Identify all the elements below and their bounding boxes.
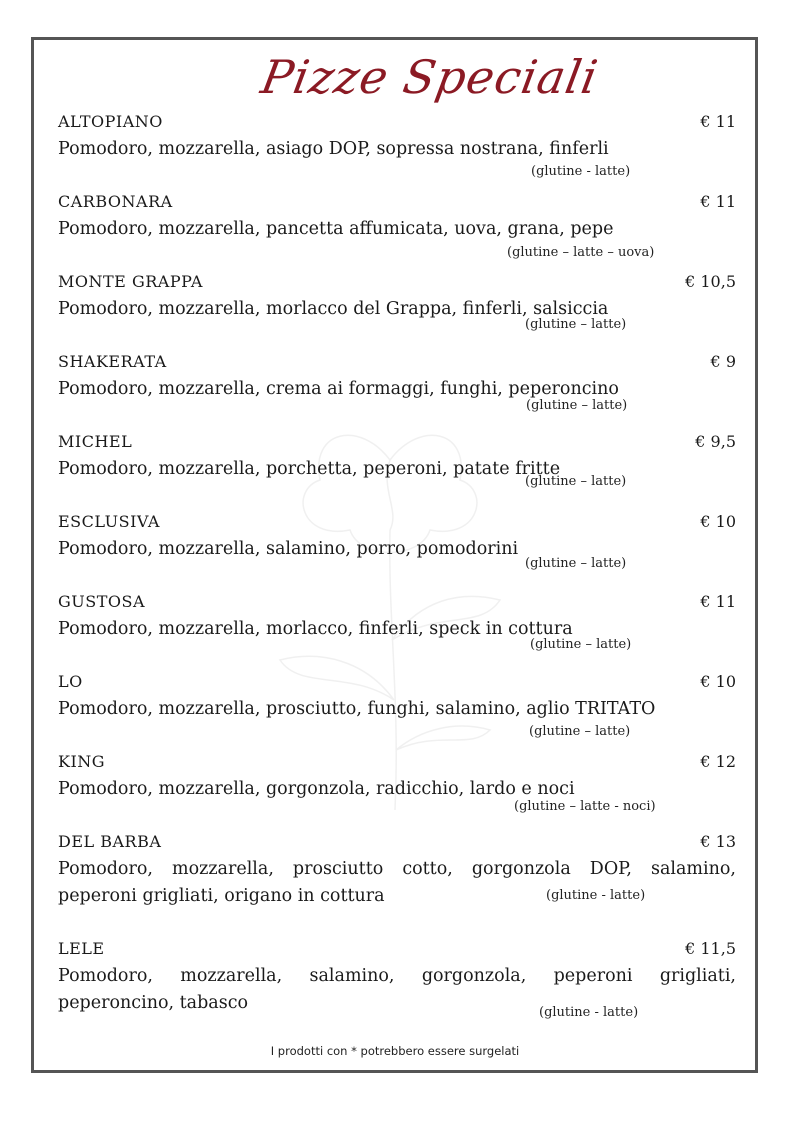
item-name: GUSTOSA bbox=[58, 592, 146, 611]
item-allergens: (glutine – latte – uova) bbox=[507, 245, 655, 260]
item-allergens: (glutine - latte) bbox=[546, 888, 646, 903]
item-name: MICHEL bbox=[58, 432, 133, 451]
item-allergens: (glutine – latte) bbox=[530, 637, 632, 652]
item-name: MONTE GRAPPA bbox=[58, 272, 203, 291]
item-description: Pomodoro, mozzarella, crema ai formaggi, funghi, peperoncino bbox=[58, 379, 619, 399]
page-title: Pizze Speciali bbox=[257, 50, 603, 104]
item-price: € 10,5 bbox=[685, 272, 736, 291]
item-name: CARBONARA bbox=[58, 192, 173, 211]
item-allergens: (glutine – latte) bbox=[529, 724, 631, 739]
item-description: Pomodoro, mozzarella, asiago DOP, sopressa nostrana, finferli bbox=[58, 139, 609, 159]
item-price: € 11 bbox=[700, 192, 736, 211]
item-description: Pomodoro, mozzarella, pancetta affumicata, uova, grana, pepe bbox=[58, 219, 614, 239]
item-price: € 9 bbox=[710, 352, 736, 371]
item-name: ALTOPIANO bbox=[58, 112, 163, 131]
item-allergens: (glutine - latte) bbox=[539, 1005, 639, 1020]
item-allergens: (glutine – latte) bbox=[525, 556, 627, 571]
item-price: € 11 bbox=[700, 592, 736, 611]
item-description: Pomodoro, mozzarella, porchetta, peperoni, patate fritte bbox=[58, 459, 561, 479]
item-description: Pomodoro, mozzarella, salamino, gorgonzola, peperoni grigliati, peperoncino, tabasco bbox=[58, 966, 736, 1013]
footer-note: I prodotti con * potrebbero essere surgelati bbox=[270, 1044, 520, 1058]
item-name: SHAKERATA bbox=[58, 352, 167, 371]
item-description: Pomodoro, mozzarella, gorgonzola, radicchio, lardo e noci bbox=[58, 779, 575, 799]
item-allergens: (glutine – latte) bbox=[526, 398, 628, 413]
item-price: € 10 bbox=[700, 512, 736, 531]
item-description: Pomodoro, mozzarella, morlacco del Grappa, finferli, salsiccia bbox=[58, 299, 609, 319]
item-price: € 12 bbox=[700, 752, 736, 771]
item-price: € 13 bbox=[700, 832, 736, 851]
item-price: € 11 bbox=[700, 112, 736, 131]
item-allergens: (glutine - latte) bbox=[531, 164, 631, 179]
item-name: KING bbox=[58, 752, 106, 771]
item-description: Pomodoro, mozzarella, prosciutto cotto, gorgonzola DOP, salamino, peperoni grigliati, origano in cottura bbox=[58, 859, 736, 906]
item-name: ESCLUSIVA bbox=[58, 512, 160, 531]
item-allergens: (glutine – latte - noci) bbox=[514, 799, 656, 814]
item-name: LELE bbox=[58, 939, 105, 958]
item-name: DEL BARBA bbox=[58, 832, 162, 851]
item-description: Pomodoro, mozzarella, salamino, porro, pomodorini bbox=[58, 539, 519, 559]
item-description: Pomodoro, mozzarella, prosciutto, funghi, salamino, aglio TRITATO bbox=[58, 699, 656, 719]
item-price: € 10 bbox=[700, 672, 736, 691]
item-name: LO bbox=[58, 672, 83, 691]
item-price: € 9,5 bbox=[695, 432, 736, 451]
item-price: € 11,5 bbox=[685, 939, 736, 958]
item-allergens: (glutine – latte) bbox=[525, 474, 627, 489]
item-allergens: (glutine – latte) bbox=[525, 317, 627, 332]
item-description: Pomodoro, mozzarella, morlacco, finferli, speck in cottura bbox=[58, 619, 573, 639]
